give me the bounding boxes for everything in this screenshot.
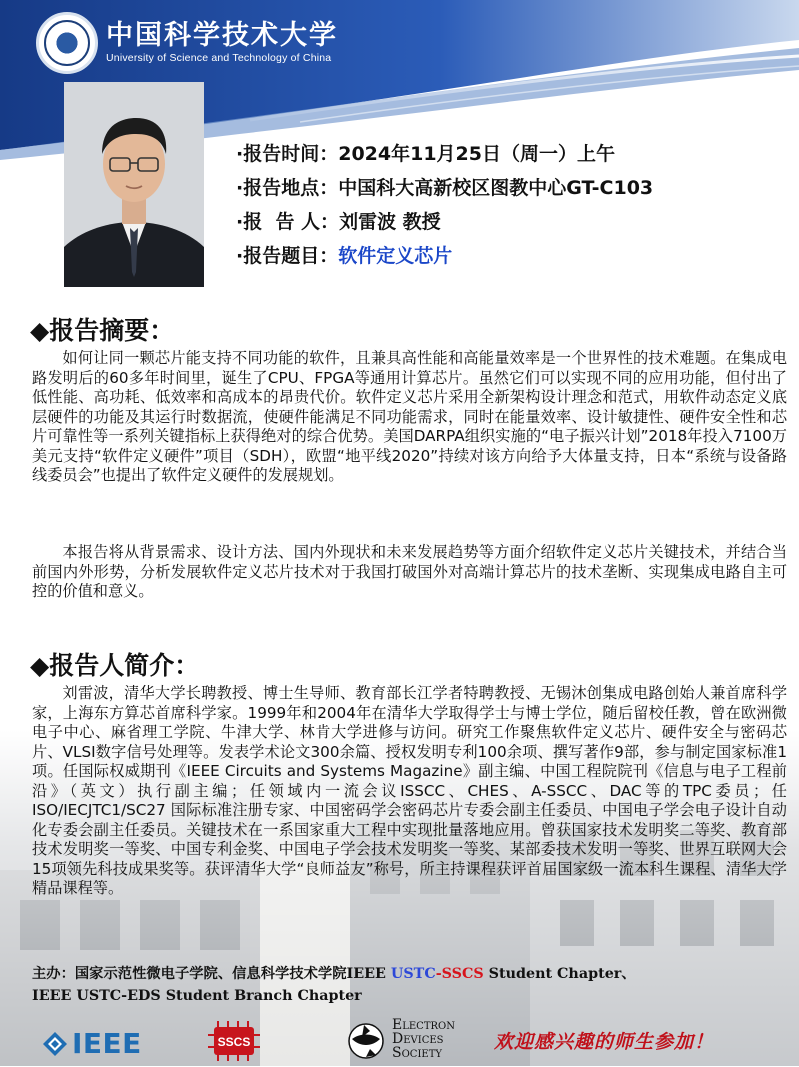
university-name-cn: 中国科学技术大学 [106,20,338,51]
info-place-label: ·报告地点： [236,177,339,199]
speaker-portrait-icon [64,82,204,287]
abstract-paragraph-1: 如何让同一颗芯片能支持不同功能的软件，且兼具高性能和高能量效率是一个世界性的技术难题。在集成电路发明后的60多年时间里，诞生了CPU、FPGA等通用计算芯片。虽然它们可以实现不同的应用功能，但付出了低性能、高功耗、低效率和高成本的昂贵代价。软件定义芯片采用全新架构设计理念和范式，用软件动态定义底层硬件的功能及其运行时数据流，使硬件能满足不同功能需求，同时在能量效率、设计敏捷性、硬件安全性和芯片可靠性等一系列关键指标上获得绝对的综合优势。美国DARPA组织实施的“电子振兴计划”2018年投入7100万美元支持“软件定义硬件”项目（SDH），欧盟“地平线2020”持续对该方向给予大体量支持，日本“系统与设备路线委员会”也提出了软件定义硬件的发展规划。 [32,349,787,484]
sponsor-prefix: 主办：国家示范性微电子学院、信息科学技术学院IEEE [32,966,391,982]
university-seal-icon [36,12,98,74]
eds-line-2: EVICES [403,1035,444,1046]
welcome-text: 欢迎感兴趣的师生参加！ [494,1031,715,1053]
ieee-logo-text: IEEE [72,1027,142,1060]
eds-line-3: OCIETY [401,1049,442,1060]
university-logo [36,12,338,74]
eds-line-1: LECTRON [402,1021,455,1032]
sponsor-ustc: USTC [390,966,436,982]
sponsor-line-1 [32,963,636,985]
info-speaker-value: 刘雷波 教授 [339,211,441,233]
university-name-en: University of Science and Technology of China [106,52,332,64]
info-time-label: ·报告时间： [236,143,339,165]
ieee-diamond-icon [42,1031,68,1057]
eds-logo-text [392,1019,455,1061]
sponsor-suffix: Student Chapter、 [483,966,636,982]
eds-logo [346,1017,455,1063]
eds-initial-s: S [392,1045,402,1061]
abstract-paragraph-2: 本报告将从背景需求、设计方法、国内外现状和未来发展趋势等方面介绍软件定义芯片关键技术，并结合当前国内外形势，分析发展软件定义芯片技术对于我国打破国外对高端计算芯片的技术垄断、实现集成电路自主可控的价值和意义。 [32,543,787,600]
sscs-chip-icon [206,1019,266,1063]
info-topic-label: ·报告题目： [236,245,339,267]
info-place-value: 中国科大高新校区图教中心GT-C103 [338,177,654,199]
sponsor-dash: - [435,966,442,982]
university-name [106,21,338,65]
sscs-logo [206,1019,266,1067]
bio-heading: ◆报告人简介： [30,651,200,680]
info-topic-value: 软件定义芯片 [338,245,453,267]
speaker-photo [64,82,204,287]
eds-initial-e: E [392,1017,403,1033]
eds-globe-icon [346,1017,390,1063]
info-place [236,171,653,205]
sscs-logo-text: SSCS [217,1035,251,1049]
info-speaker-label: ·报 告 人： [236,211,340,233]
info-time [236,137,653,171]
ieee-logo [42,1027,142,1060]
bio-paragraph: 刘雷波，清华大学长聘教授、博士生导师、教育部长江学者特聘教授、无锡沐创集成电路创始人兼首席科学家，上海东方算芯首席科学家。1999年和2004年在清华大学取得学士与博士学位，随后留校任教，曾在欧洲微电子中心、麻省理工学院、牛津大学、林肯大学进修与访问。研究工作聚焦软件定义芯片、硬件安全与密码芯片、VLSI数字信号处理等。发表学术论文300余篇、授权发明专利100余项、撰写著作9部，参与制定国家标准1项。任国际权威期刊《IEEE Circuits and Systems Magazine》副主编、中国工程院院刊《信息与电子工程前沿》（英文）执行副主编；任领域内一流会议ISSCC、CHES、A-SSCC、DAC等的TPC委员；任ISO/IECJTC1/SC27 国际标准注册专家、中国密码学会密码芯片专委会副主任委员、中国电子学会电子设计自动化专委会副主任委员。关键技术在一系国家重大工程中实现批量落地应用。曾获国家技术发明奖二等奖、教育部技术发明奖一等奖、中国专利金奖、中国电子学会技术发明奖一等奖、某部委技术发明一等奖、世界互联网大会15项领先科技成果奖等。获评清华大学“良师益友”称号，所主持课程获评首届国家级一流本科生课程、清华大学精品课程等。 [32,684,787,897]
abstract-heading: ◆报告摘要： [30,316,175,345]
sponsor-text [32,963,636,1007]
sponsor-line-2: IEEE USTC-EDS Student Branch Chapter [32,988,362,1004]
eds-initial-d: D [392,1031,404,1047]
info-speaker [236,205,653,239]
talk-info [236,137,653,273]
sponsor-sscs: SSCS [441,966,484,982]
info-time-value: 2024年11月25日（周一）上午 [338,143,615,165]
logos-row [0,1013,799,1063]
info-topic [236,239,653,273]
